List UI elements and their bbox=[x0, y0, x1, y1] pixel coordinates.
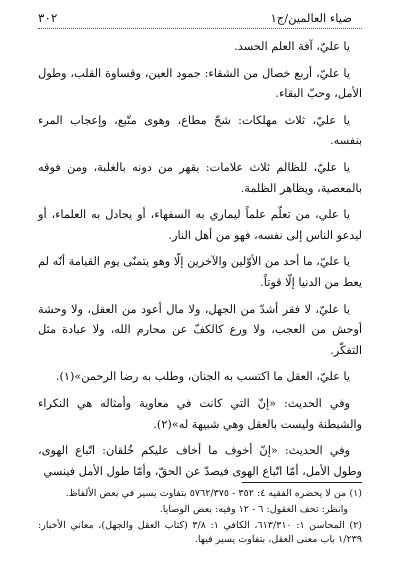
paragraph: وفي الحديث: «إنّ التي كانت في معاوية وأمثاله هي النكراء والشيطنة وليست بالعقل وهي شبيهة له»(٢). bbox=[38, 396, 362, 431]
footnote-divider bbox=[242, 482, 362, 483]
paragraph: وفي الحديث: «إنّ أخوف ما أخاف عليكم خُلقان: اتّباع الهوى، وطول الأمل، أمّا اتّباع الهوى فيصدّ عن الحقّ، وأمّا طول الأمل فينسي bbox=[38, 444, 362, 478]
main-text bbox=[38, 37, 362, 482]
footnote-continuation: وانظر: تحف العقول: ٦ - ١٢ وفيه: بعض الوصايا. bbox=[159, 504, 348, 515]
paragraph: يا عليّ، للظالم ثلاث علامات: يقهر من دونه بالغلبة، ومن فوقه بالمعصية، ويظاهر الظلمة. bbox=[38, 160, 362, 195]
paragraph: يا عليّ، ثلاث مهلكات: شحّ مطاع، وهوى متّبع، وإعجاب المرء بنفسه. bbox=[38, 113, 362, 148]
paragraph: يا عليّ، العقل ما اكتسب به الجنان، وطلب به رضا الرحمن»(١). bbox=[55, 370, 350, 384]
running-header bbox=[38, 10, 362, 29]
footnotes bbox=[38, 487, 362, 549]
footnote: (٢) المحاسن ١: ٦١٣/٣١٠، الكافي ١: ٣/٨ (كتاب العقل والجهل)، معاني الأخبار: ١/٢٣٩ باب معنى العقل، بتفاوت يسير فيها. bbox=[38, 520, 362, 545]
page-number: ٣٠٢ bbox=[38, 11, 58, 25]
footnote: (١) من لا يحضره الفقيه ٤: ٣٥٢ - ٥٧٦٢/٣٧٥ بتفاوت يسير في بعض الألفاظ. bbox=[65, 488, 362, 499]
paragraph: يا عليّ، آفة العلم الحسد. bbox=[234, 40, 350, 53]
paragraph: يا علي، من تعلّم علماً ليماري به السفهاء، أو يجادل به العلماء، أو ليدعو الناس إلى نفسه، فهو من أهل النار. bbox=[38, 208, 362, 242]
paragraph: يا عليّ، ما أحد من الأوّلين والآخرين إلّا وهو يتمنّى يوم القيامة أنّه لم يعط من الدنيا إلّا قوتاً. bbox=[38, 255, 362, 289]
running-title: ضياء العالمين/ج١ bbox=[270, 11, 352, 25]
paragraph: يا عليّ، لا فقر أشدّ من الجهل، ولا مال أعود من العقل، ولا وحشة أوحش من العجب، ولا ورع كالكفّ عن محارم الله، ولا عبادة مثل التفكّر. bbox=[38, 302, 362, 357]
paragraph: يا عليّ، أربع خصال من الشقاء: جمود العين، وقساوة القلب، وطول الأمل، وحبّ البقاء. bbox=[38, 66, 362, 101]
